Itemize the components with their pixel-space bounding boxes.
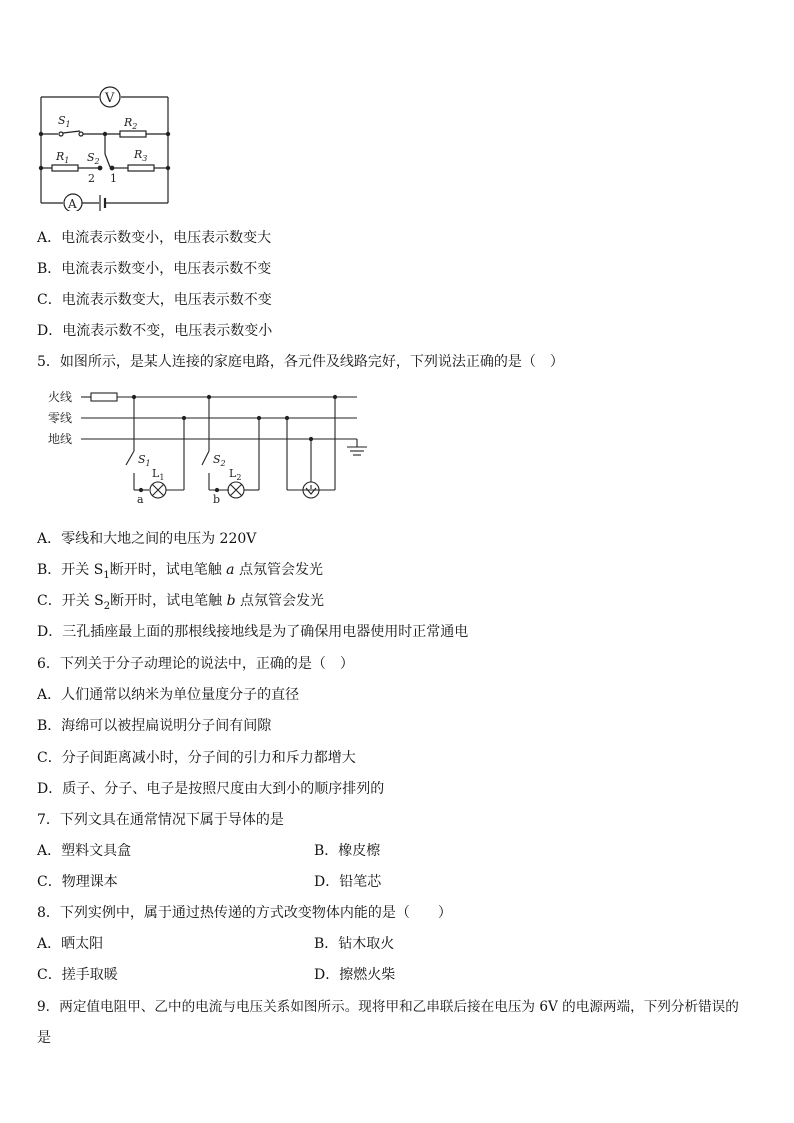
resistor-r3-label: $R_3$ bbox=[134, 148, 148, 163]
q5-option-c: C．开关 $S_2$断开时，试电笔触 b 点氖管会发光 bbox=[37, 593, 325, 612]
q5-option-a: A．零线和大地之间的电压为 220V bbox=[37, 531, 257, 547]
q7-stem: 7．下列文具在通常情况下属于导体的是 bbox=[37, 812, 284, 828]
q7-option-b: B．橡皮檫 bbox=[314, 843, 381, 859]
q8-option-d: D．擦燃火柴 bbox=[314, 967, 396, 983]
point-a-label: a bbox=[137, 493, 144, 506]
switch-s1-label: $S_1$ bbox=[138, 453, 151, 468]
q8-option-a: A．晒太阳 bbox=[37, 936, 104, 952]
q9-stem-line2: 是 bbox=[37, 1030, 51, 1046]
q5-stem: 5．如图所示，是某人连接的家庭电路，各元件及线路完好，下列说法正确的是（ ） bbox=[37, 354, 564, 370]
switch-position-2: 2 bbox=[88, 172, 95, 185]
resistor-r2 bbox=[120, 131, 146, 137]
live-wire-label: 火线 bbox=[48, 390, 73, 404]
circuit-diagram-q4 bbox=[36, 86, 176, 211]
q8-option-b: B．钻木取火 bbox=[314, 936, 395, 952]
q7-option-a: A．塑料文具盒 bbox=[37, 843, 132, 859]
neutral-wire-label: 零线 bbox=[48, 411, 73, 425]
q7-option-d: D．铅笔芯 bbox=[314, 874, 382, 890]
q9-stem-line1: 9．两定值电阻甲、乙中的电流与电压关系如图所示。现将甲和乙串联后接在电压为 6V 的电源两端，下列分析错误的 bbox=[37, 999, 739, 1015]
q5-option-d: D．三孔插座最上面的那根线接地线是为了确保用电器使用时正常通电 bbox=[37, 624, 469, 640]
q6-stem: 6．下列关于分子动理论的说法中，正确的是（ ） bbox=[37, 656, 354, 672]
switch-s2-label: $S_2$ bbox=[213, 453, 226, 468]
point-b-label: b bbox=[213, 493, 221, 506]
q7-option-c: C．物理课本 bbox=[37, 874, 118, 890]
voltmeter-label: V bbox=[105, 91, 115, 106]
q6-option-a: A．人们通常以纳米为单位量度分子的直径 bbox=[37, 687, 300, 703]
q6-option-c: C．分子间距离减小时，分子间的引力和斥力都增大 bbox=[37, 750, 356, 766]
switch-s1-label: $S_1$ bbox=[58, 114, 71, 129]
q4-option-a: A．电流表示数变小，电压表示数变大 bbox=[37, 230, 272, 246]
ammeter-label: A bbox=[68, 197, 77, 211]
resistor-r3 bbox=[128, 165, 154, 171]
q8-option-c: C．搓手取暖 bbox=[37, 967, 118, 983]
switch-s2-label: $S_2$ bbox=[87, 151, 100, 166]
q4-option-d: D．电流表示数不变，电压表示数变小 bbox=[37, 323, 273, 339]
q4-option-b: B．电流表示数变小，电压表示数不变 bbox=[37, 261, 272, 277]
fuse-icon bbox=[91, 393, 117, 401]
q6-option-d: D．质子、分子、电子是按照尺度由大到小的顺序排列的 bbox=[37, 781, 385, 797]
q6-option-b: B．海绵可以被捏扁说明分子间有间隙 bbox=[37, 718, 272, 734]
ground-wire-label: 地线 bbox=[48, 432, 73, 446]
q5-option-b: B．开关 $S_1$断开时，试电笔触 a 点氖管会发光 bbox=[37, 562, 323, 581]
household-circuit-diagram bbox=[45, 385, 385, 510]
resistor-r2-label: $R_2$ bbox=[124, 116, 138, 131]
q8-stem: 8．下列实例中，属于通过热传递的方式改变物体内能的是（ ） bbox=[37, 905, 452, 921]
resistor-r1-label: $R_1$ bbox=[56, 150, 70, 165]
resistor-r1 bbox=[52, 165, 78, 171]
switch-position-1: 1 bbox=[110, 172, 117, 185]
lamp-l2-label: $L_2$ bbox=[229, 467, 242, 482]
lamp-l1-label: $L_1$ bbox=[152, 467, 165, 482]
q4-option-c: C．电流表示数变大，电压表示数不变 bbox=[37, 292, 272, 308]
